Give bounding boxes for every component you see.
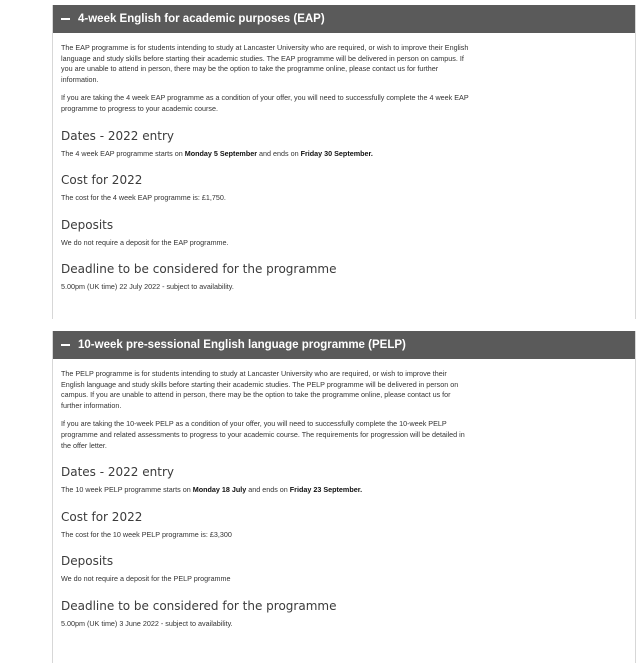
- eap-deposits-heading: Deposits: [61, 217, 114, 232]
- pelp-cost-text: The cost for the 10 week PELP programme is: £3,300: [61, 529, 232, 539]
- eap-start-date: Monday 5 September: [184, 148, 258, 158]
- eap-dates-text: The 4 week EAP programme starts on Monday 5 September and ends on Friday 30 September.: [61, 148, 373, 158]
- eap-cost-heading: Cost for 2022: [61, 173, 143, 188]
- minus-icon: [61, 344, 70, 346]
- pelp-end-date: Friday 23 September.: [289, 485, 363, 495]
- pelp-title: 10-week pre-sessional English language programme (PELP): [78, 339, 406, 351]
- eap-deadline-text: 5.00pm (UK time) 22 July 2022 - subject to availability.: [61, 282, 234, 292]
- eap-deadline-heading: Deadline to be considered for the programme: [61, 262, 337, 277]
- pelp-deadline-text: 5.00pm (UK time) 3 June 2022 - subject to availability.: [61, 618, 233, 628]
- pelp-start-date: Monday 18 July: [192, 485, 247, 495]
- pelp-accordion-header[interactable]: [53, 331, 635, 359]
- pelp-intro-paragraph-2: If you are taking the 10-week PELP as a condition of your offer, you will need to successfully complete the 10-week PELP programme and related assessments to progress to your academic course. The requirements for progression will be detailed in the offer letter.: [61, 419, 465, 450]
- pelp-dates-heading: Dates - 2022 entry: [61, 465, 174, 480]
- pelp-intro-paragraph-1: The PELP programme is for students intending to study at Lancaster University who are required, or wish to improve their English language and study skills before starting their academic studies. The PELP programme will be delivered in person on campus. If you are unable to attend in person, there may be the option to take the programme online, please contact us for further information.: [61, 369, 459, 410]
- eap-dates-heading: Dates - 2022 entry: [61, 128, 174, 143]
- eap-accordion-panel: [52, 5, 636, 319]
- pelp-deposits-heading: Deposits: [61, 554, 114, 569]
- pelp-dates-text: The 10 week PELP programme starts on Monday 18 July and ends on Friday 23 September.: [61, 485, 363, 495]
- eap-cost-text: The cost for the 4 week EAP programme is: £1,750.: [61, 193, 226, 203]
- eap-intro-paragraph-1: The EAP programme is for students intending to study at Lancaster University who are required, or wish to improve their English language and study skills before starting their academic studies. The EAP programme will be delivered in person on campus. If you are unable to attend in person, there may be the option to take the programme online, please contact us for further information.: [61, 43, 469, 84]
- minus-icon: [61, 18, 70, 20]
- eap-end-date: Friday 30 September.: [300, 148, 373, 158]
- eap-title: 4-week English for academic purposes (EAP): [78, 13, 325, 25]
- pelp-cost-heading: Cost for 2022: [61, 509, 143, 524]
- eap-accordion-header[interactable]: [53, 5, 635, 33]
- eap-intro-paragraph-2: If you are taking the 4 week EAP programme as a condition of your offer, you will need to successfully complete the 4 week EAP programme to progress to your academic course.: [61, 93, 469, 113]
- eap-accordion-body: [53, 33, 635, 293]
- pelp-deadline-heading: Deadline to be considered for the programme: [61, 598, 337, 613]
- pelp-deposits-text: We do not require a deposit for the PELP programme: [61, 574, 231, 584]
- eap-deposits-text: We do not require a deposit for the EAP programme.: [61, 237, 229, 247]
- pelp-accordion-panel: [52, 331, 636, 663]
- pelp-accordion-body: [53, 359, 635, 630]
